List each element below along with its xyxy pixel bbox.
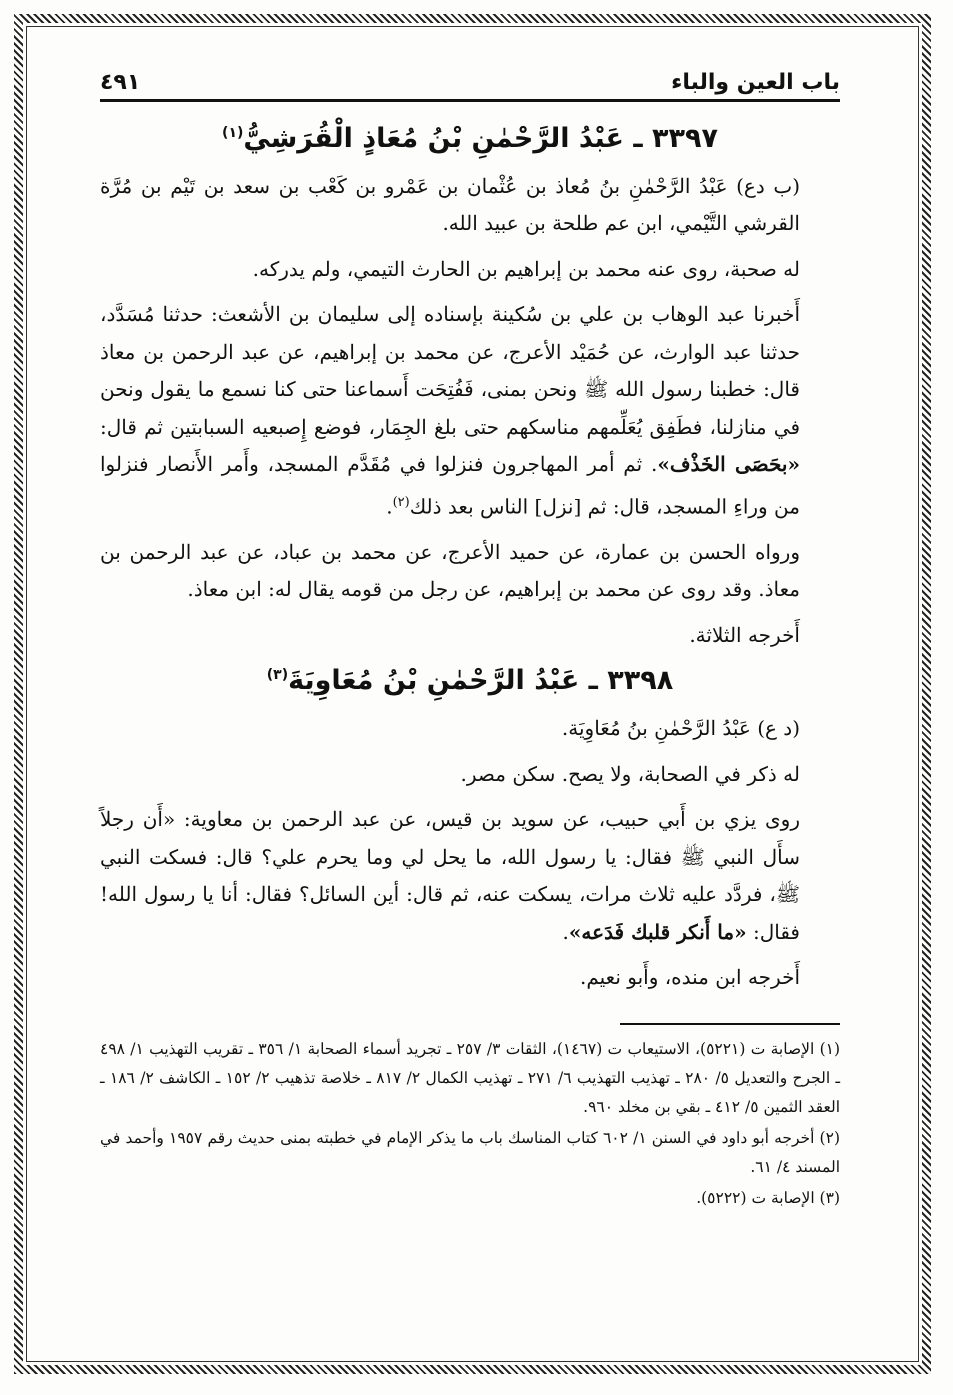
footnote: (٢) أخرجه أبو داود في السنن ١/ ٦٠٢ كتاب المناسك باب ما يذكر الإمام في خطبته بمنى حديث رقم ١٩٥٧ وأحمد في المسند ٤/ ٦١. [100, 1128, 840, 1176]
page-header [100, 70, 840, 102]
entry-title-3397 [100, 120, 840, 158]
footnote-ref: (٣) [266, 667, 289, 684]
footnote-ref: (١) [222, 125, 244, 141]
paragraph: (د ع) عَبْدُ الرَّحْمٰنِ بنُ مُعَاوِيَة. [561, 716, 800, 741]
paragraph-text: روى يزي بن أَبي حبيب، عن سويد بن قيس، عن عبد الرحمن بن معاوية: «أَن رجلاً سأَل النبي ﷺ فقال: يا رسول الله، ما يحل لي وما يحرم علي؟ قال: فسكت النبي ﷺ، فردَّد عليه ثلاث مرات، يسكت عنه، ثم قال: أين السائل؟ فقال: أنا يا رسول الله! فقال: [100, 807, 800, 944]
page-number: ٤٩١ [100, 70, 141, 95]
paragraph: أَخبرنا عبد الوهاب بن علي بن سُكينة بإسناده إلى سليمان بن الأشعث: حدثنا مُسَدَّد، حدثنا عبد الوارث، عن حُمَيْد الأعرج، عن محمد بن إبراهيم، عن عبد الرحمن بن معاذ قال: خطبنا رسول الله ﷺ ونحن بمنى، فَفُتِحَت أَسماعنا حتى كنا نسمع ما يقول ونحن في منازلنا، فطَفِق يُعَلِّمهم مناسكهم حتى بلغ الجِمَار، فوضع إِصبعيه السبابتين ثم قال: «بحَصَى الخَذْف». ثم أمر المهاجرون فنزلوا في مُقَدَّم المسجد، وأَمر الأَنصار فنزلوا من وراءِ المسجد، قال: ثم [نزل] الناس بعد ذلك$^{(٢)}$. [100, 302, 800, 519]
footnote-separator-wrap [100, 1005, 840, 1035]
paragraph: ورواه الحسن بن عمارة، عن حميد الأعرج، عن محمد بن عباد، عن عبد الرحمن بن معاذ. وقد روى عن محمد بن إبراهيم، عن رجل من قومه يقال له: ابن معاذ. [100, 539, 800, 602]
paragraph [100, 801, 840, 951]
hadith-quote: «ما أَنكر قلبك فَدَعه» [568, 919, 747, 944]
hadith-quote: «بحَصَى الخَذْف» [657, 452, 800, 477]
book-page [100, 70, 840, 1215]
footnote-ref: (٢) [392, 494, 410, 510]
paragraph-text: . ثم أمر المهاجرون فنزلوا في مُقَدَّم المسجد، وأَمر الأَنصار فنزلوا من وراءِ المسجد، قال: ثم [نزل] الناس بعد ذلك [100, 452, 800, 519]
paragraph: أَخرجه ابن منده، وأَبو نعيم. [579, 965, 800, 990]
entry-title-text: ٣٣٩٨ ـ عَبْدُ الرَّحْمٰنِ بْنُ مُعَاوِيَةَ [288, 665, 674, 697]
entry-title-3398 [100, 662, 840, 700]
chapter-title: باب العين والباء [671, 70, 840, 95]
paragraph: أَخرجه الثلاثة. [689, 622, 800, 647]
footnote-separator [620, 1023, 840, 1025]
paragraph-text: . [562, 919, 569, 944]
paragraph: له صحبة، روى عنه محمد بن إبراهيم بن الحارث التيمي، ولم يدركه. [252, 256, 800, 281]
footnote: (١) الإصابة ت (٥٢٢١)، الاستيعاب ت (١٤٦٧)، الثقات ٣/ ٢٥٧ ـ تجريد أسماء الصحابة ١/ ٣٥٦ ـ تقريب التهذيب ١/ ٤٩٨ ـ الجرح والتعديل ٥/ ٢٨٠ ـ تهذيب التهذيب ٦/ ٢٧١ ـ تهذيب الكمال ٢/ ٨١٧ ـ خلاصة تذهيب ٢/ ١٥٢ ـ الكاشف ٢/ ١٨٦ ـ العقد الثمين ٥/ ٤١٢ ـ بقي بن مخلد ٩٦٠. [100, 1039, 841, 1116]
paragraph: (ب دع) عَبْدُ الرَّحْمٰنِ بنُ مُعاذ بن عُثْمان بن عَمْرو بن كَعْب بن سعد بن تَيْم بن مُرَّة القرشي التَّيْمي، ابن عم طلحة بن عبيد الله. [100, 173, 800, 236]
paragraph-text: أَخبرنا عبد الوهاب بن علي بن سُكينة بإسناده إلى سليمان بن الأشعث: حدثنا مُسَدَّد، حدثنا عبد الوارث، عن حُمَيْد الأعرج، عن محمد بن إبراهيم، عن عبد الرحمن بن معاذ قال: خطبنا رسول الله ﷺ ونحن بمنى، فَفُتِحَت أَسماعنا حتى كنا نسمع ما يقول ونحن في منازلنا، فطَفِق يُعَلِّمهم مناسكهم حتى بلغ الجِمَار، فوضع إِصبعيه السبابتين ثم قال: [100, 302, 800, 439]
footnote: (٣) الإصابة ت (٥٢٢٢). [696, 1188, 840, 1207]
entry-title-text: ٣٣٩٧ ـ عَبْدُ الرَّحْمٰنِ بْنُ مُعَاذٍ الْقُرَشِيُّ [243, 123, 718, 154]
paragraph: له ذكر في الصحابة، ولا يصح. سكن مصر. [460, 761, 800, 786]
